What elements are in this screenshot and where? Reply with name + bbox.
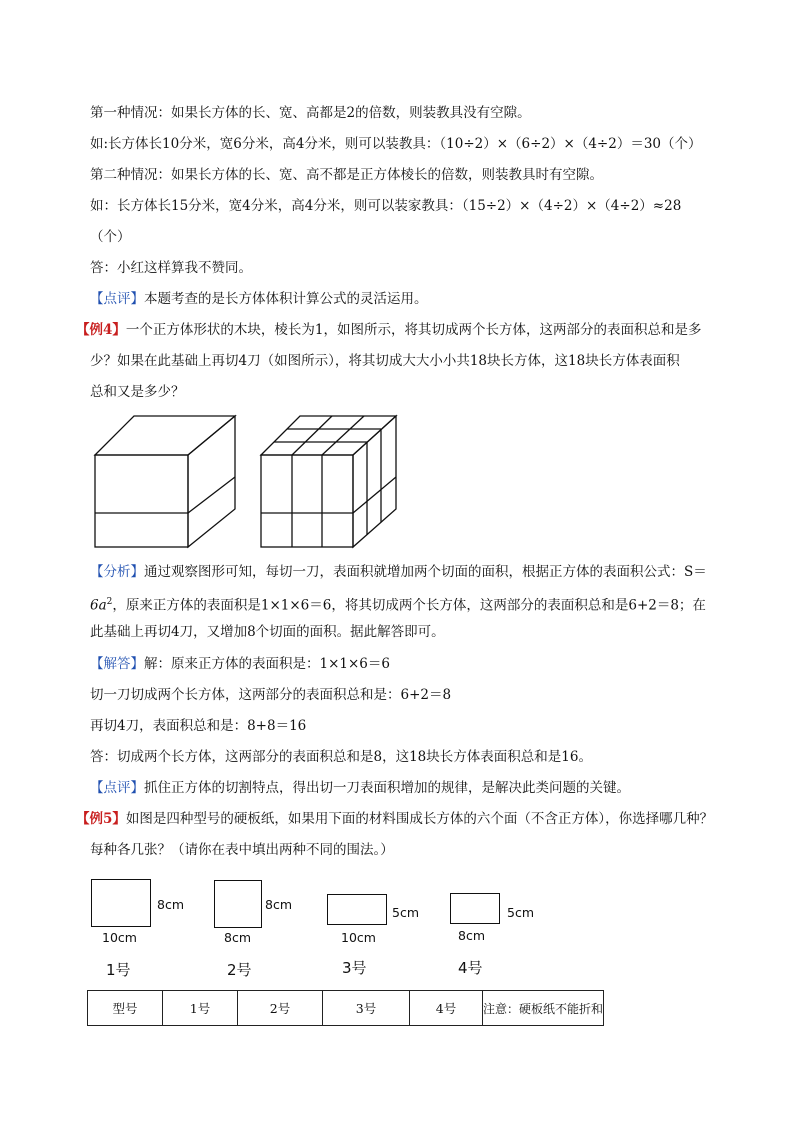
table-header-row: [88, 991, 604, 1026]
example5-tag: 【例5】: [76, 811, 126, 827]
board-3-rect: [327, 894, 387, 925]
table-header-cell: 1号: [163, 991, 238, 1026]
board-3-name: 3号: [342, 959, 367, 977]
answer-table: [87, 990, 604, 1026]
board-2-name: 2号: [227, 961, 252, 979]
comment-line: [90, 289, 428, 309]
formula-exponent: 2: [106, 597, 113, 607]
formula-6a: 6a: [90, 597, 107, 614]
board-2-rect: [214, 880, 262, 928]
comment2-line: [90, 778, 630, 798]
analysis-line-3: 此基础上再切4刀，又增加8个切面的面积。据此解答即可。: [90, 624, 445, 640]
cube-one-cut-figure: [92, 414, 240, 549]
table-header-cell: 型号: [88, 991, 163, 1026]
example4-tag: 【例4】: [76, 322, 126, 338]
analysis-line-2: [90, 592, 706, 616]
board-4-name: 4号: [458, 959, 483, 977]
example4-text-1: 一个正方体形状的木块，棱长为1，如图所示，将其切成两个长方体，这两部分的表面积总和是多: [125, 322, 702, 338]
board-1-width: 10cm: [102, 930, 137, 945]
board-4-width: 8cm: [458, 928, 486, 943]
board-3-width: 10cm: [341, 930, 376, 945]
example5-line-2: 每种各几张？（请你在表中填出两种不同的围法。）: [90, 842, 394, 858]
board-4-height: 5cm: [507, 905, 535, 920]
text-line-5: （个）: [90, 229, 131, 245]
table-header-cell: 3号: [323, 991, 410, 1026]
example4-line-1: [76, 320, 702, 340]
answer-text-1: 解：原来正方体的表面积是：1×1×6＝6: [144, 656, 390, 672]
example4-line-3: 总和又是多少？: [90, 384, 185, 400]
example5-line-1: [76, 809, 713, 829]
analysis-text-1: 通过观察图形可知，每切一刀，表面积就增加两个切面的面积，根据正方体的表面积公式：S＝: [144, 564, 707, 580]
example5-text-1: 如图是四种型号的硬板纸，如果用下面的材料围成长方体的六个面（不含正方体），你选择哪几种？: [125, 811, 714, 827]
analysis-line-1: [90, 562, 707, 582]
answer-tag: 【解答】: [90, 656, 144, 672]
cube-five-cuts-figure: [258, 414, 400, 549]
comment-tag: 【点评】: [90, 291, 144, 307]
answer-line-1: [90, 654, 390, 674]
board-1-rect: [91, 879, 151, 927]
board-2-width: 8cm: [224, 930, 252, 945]
answer-line-3: 再切4刀，表面积总和是：8+8＝16: [90, 718, 307, 734]
comment2-text: 抓住正方体的切割特点，得出切一刀表面积增加的规律，是解决此类问题的关键。: [144, 780, 630, 796]
analysis-tag: 【分析】: [90, 564, 144, 580]
board-3-height: 5cm: [392, 905, 420, 920]
text-line-1: 第一种情况：如果长方体的长、宽、高都是2的倍数，则装教具没有空隙。: [90, 105, 531, 121]
board-2-height: 8cm: [265, 897, 293, 912]
answer-line-4: 答：切成两个长方体，这两部分的表面积总和是8，这18块长方体表面积总和是16。: [90, 749, 592, 765]
text-line-6: 答：小红这样算我不赞同。: [90, 260, 252, 276]
board-1-height: 8cm: [157, 897, 185, 912]
table-header-cell: 2号: [238, 991, 323, 1026]
example4-line-2: 少？如果在此基础上再切4刀（如图所示），将其切成大大小小共18块长方体，这18块长方体表面积: [90, 353, 680, 369]
answer-line-2: 切一刀切成两个长方体，这两部分的表面积总和是：6+2＝8: [90, 687, 452, 703]
comment-text: 本题考查的是长方体体积计算公式的灵活运用。: [144, 291, 428, 307]
text-line-2: 如:长方体长10分米，宽6分米，高4分米，则可以装教具：（10÷2）×（6÷2）×（4÷2）＝30（个）: [90, 136, 702, 152]
text-line-3: 第二种情况：如果长方体的长、宽、高不都是正方体棱长的倍数，则装教具时有空隙。: [90, 167, 603, 183]
text-line-4: 如：长方体长15分米，宽4分米，高4分米，则可以装家教具：（15÷2）×（4÷2）×（4÷2）≈28: [90, 198, 682, 214]
board-4-rect: [450, 893, 500, 924]
table-header-cell: 4号: [410, 991, 483, 1026]
board-1-name: 1号: [106, 961, 131, 979]
comment2-tag: 【点评】: [90, 780, 144, 796]
analysis-text-2: ，原来正方体的表面积是1×1×6＝6，将其切成两个长方体，这两部分的表面积总和是6+2＝8；在: [112, 597, 706, 614]
table-header-cell: 注意：硬板纸不能折和: [483, 991, 604, 1026]
